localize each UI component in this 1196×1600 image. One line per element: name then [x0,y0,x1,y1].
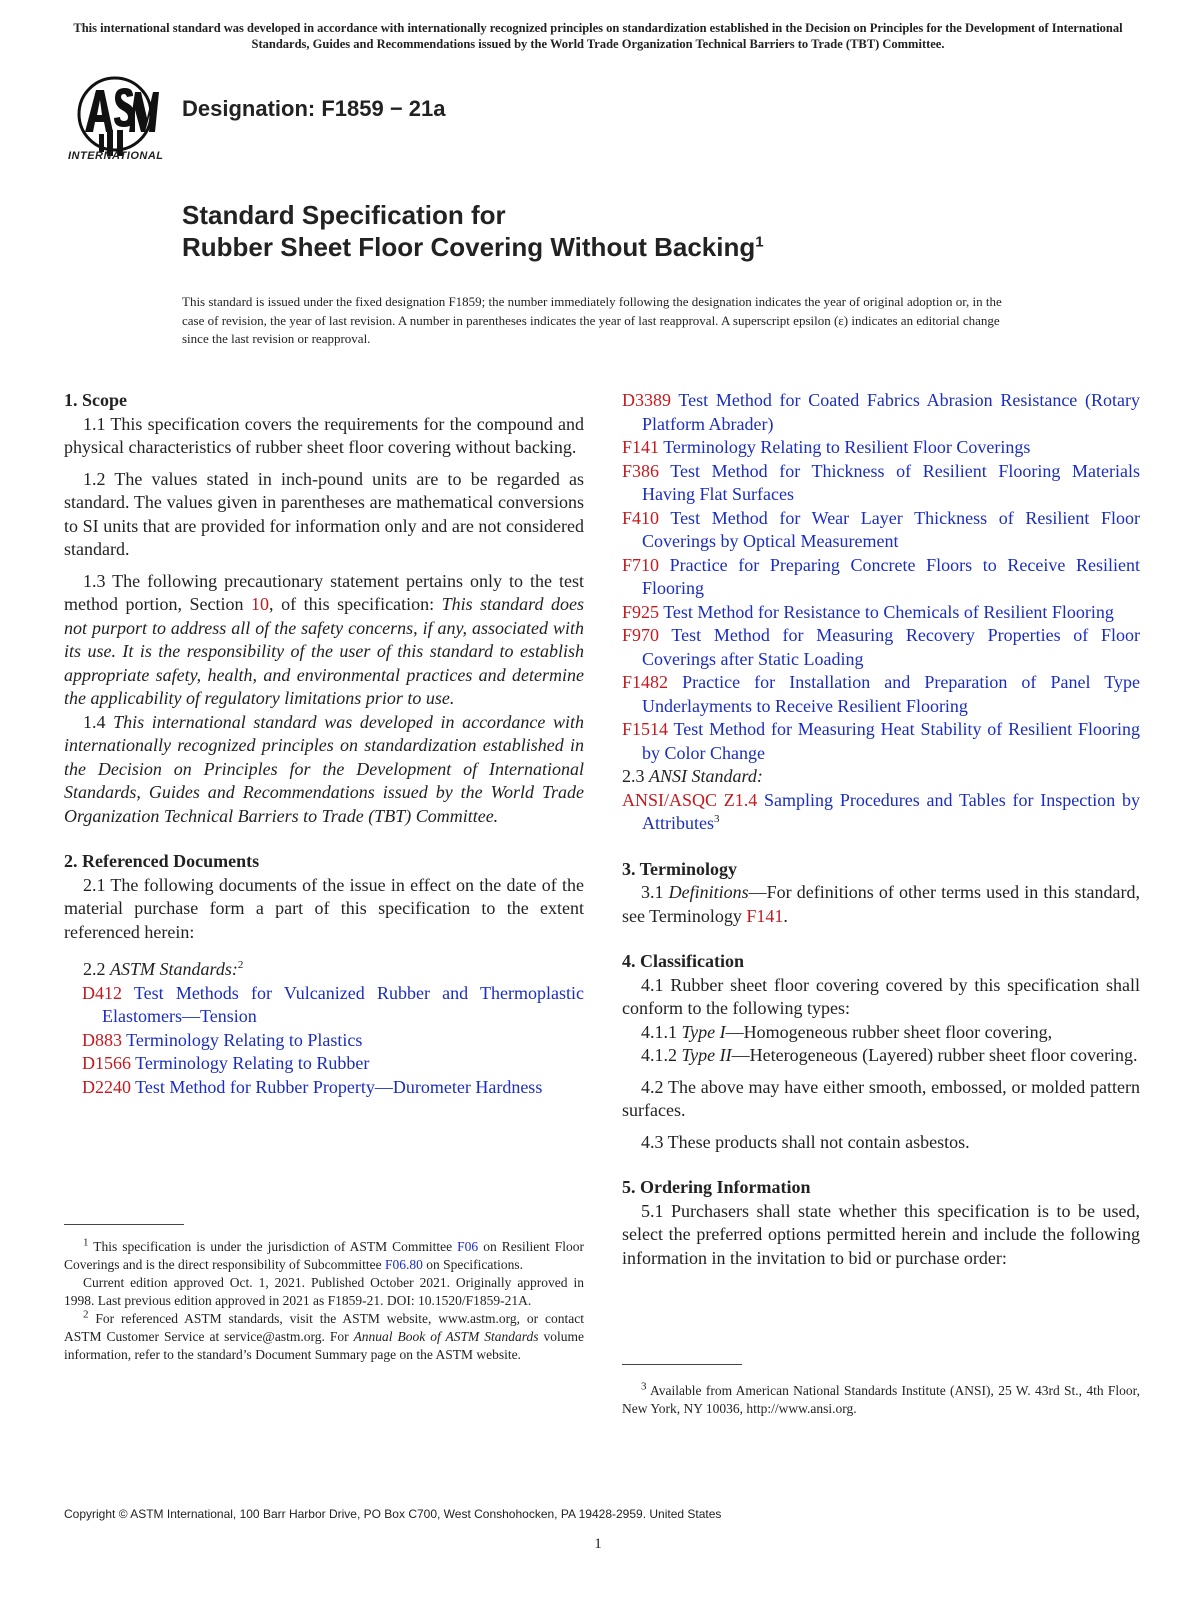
title-line-2 [182,231,764,263]
logo-international-text: INTERNATIONAL [68,150,164,162]
ref-item[interactable] [622,554,1140,601]
para-4-1-2 [622,1044,1140,1068]
footnote-3-text: Available from American National Standards Institute (ANSI), 25 W. 43rd St., 4th Floor, New York, NY 10036, http://www.ansi.org. [622,1383,1140,1416]
ref-title[interactable]: Terminology Relating to Rubber [131,1053,370,1073]
title-line-2-text: Rubber Sheet Floor Covering Without Backing [182,232,756,262]
ansi-ref-code[interactable]: ANSI/ASQC Z1.4 [622,789,758,810]
header-notice: This international standard was developed in accordance with internationally recognized principles on standardization established in the Decision on Principles for the Development of International Standards, Guides and Recommendations issued by the World Trade Organization Technical Barriers to Trade (TBT) Committee. [73,21,1123,51]
subcommittee-f06-80-link[interactable]: F06.80 [384,1257,423,1272]
ref-title[interactable]: Test Methods for Vulcanized Rubber and Thermoplastic Elastomers—Tension [102,982,584,1026]
para-5-1: 5.1 Purchasers shall state whether this specification is to be used, select the preferred options permitted herein and include the following information in the invitation to bid or purchase order: [622,1200,1140,1268]
footnote-1-text-c: on Specifications. [422,1257,523,1272]
ref-title[interactable]: Test Method for Resistance to Chemicals of Resilient Flooring [659,601,1114,622]
title-footnote-mark: 1 [755,233,764,251]
para-4-2: 4.2 The above may have either smooth, embossed, or molded pattern surfaces. [622,1076,1140,1120]
ref-code[interactable]: F410 [622,507,660,528]
para-4-1-2-italic: Type II [681,1045,732,1065]
section-1-heading: 1. Scope [64,390,127,410]
section-4-heading: 4. Classification [622,951,745,971]
para-2-3-italic: ANSI Standard: [649,766,763,786]
para-2-2 [64,958,584,982]
footnote-3-mark-bottom: 3 [641,1380,647,1393]
footnotes-left [64,1238,584,1364]
ref-code[interactable]: D1566 [82,1053,131,1073]
ref-item[interactable] [622,436,1140,460]
para-3-1-text: —For definitions of other terms used in this standard, see Terminology [622,882,1141,926]
para-2-2-italic: ASTM Standards: [110,959,238,979]
title-line-1: Standard Specification for [182,200,506,230]
ref-title[interactable]: Test Method for Wear Layer Thickness of Resilient Floor Coverings by Optical Measurement [642,507,1140,551]
para-1-4-num: 1.4 [83,711,114,732]
ref-item[interactable] [622,601,1140,625]
para-3-1-num: 3.1 [641,882,669,902]
para-2-2-num: 2.2 [83,959,110,979]
footnote-1-mark: 1 [83,1236,89,1249]
ref-item[interactable] [622,624,1140,671]
astm-refs-right [622,389,1140,765]
astm-refs-left [64,982,584,1100]
para-4-1-2-num: 4.1.2 [641,1045,682,1065]
ref-title[interactable]: Test Method for Rubber Property—Durometer Hardness [131,1076,543,1097]
ref-item[interactable] [82,1052,584,1076]
footnote-2-text: For referenced ASTM standards, visit the ASTM website, www.astm.org, or contact ASTM Customer Service at service@astm.org. For [64,1311,584,1344]
footnote-2-mark-bottom: 2 [83,1308,89,1321]
section-2-heading: 2. Referenced Documents [64,851,260,871]
para-4-1-1-italic: Type I [681,1021,726,1042]
designation: Designation: F1859 − 21a [182,96,446,121]
committee-f06-link[interactable]: F06 [457,1239,479,1254]
ref-item[interactable] [622,460,1140,507]
para-1-3-text: 1.3 The following precautionary statement pertains only to the test method portion, Section [64,570,584,614]
ref-item[interactable] [622,507,1140,554]
left-column [64,389,584,1099]
page-number: 1 [594,1536,602,1552]
para-3-1-italic: Definitions [668,882,749,902]
para-1-2: 1.2 The values stated in inch-pound units are to be regarded as standard. The values given in parentheses are mathematical conversions to SI units that are provided for information only and are not considered standard. [64,468,584,559]
footnote-1 [64,1238,584,1274]
ref-title[interactable]: Practice for Installation and Preparation of Panel Type Underlayments to Receive Resilient Flooring [642,672,1140,716]
issue-note: This standard is issued under the fixed designation F1859; the number immediately following the designation indicates the year of original adoption or, in the case of revision, the year of last revision. A number in parentheses indicates the year of last reapproval. A superscript epsilon (ε) indicates an editorial change since the last revision or reapproval. [182,294,1002,346]
section-5-heading: 5. Ordering Information [622,1177,811,1197]
copyright-line: Copyright © ASTM International, 100 Barr Harbor Drive, PO Box C700, West Conshohocken, PA 19428-2959. United States [64,1507,722,1521]
ref-item[interactable] [622,671,1140,718]
footnote-rule-left [64,1224,184,1225]
ref-title[interactable]: Test Method for Measuring Heat Stability of Resilient Flooring by Color Change [642,719,1140,763]
ref-title[interactable]: Terminology Relating to Plastics [122,1029,363,1050]
ref-title[interactable]: Terminology Relating to Resilient Floor Coverings [659,437,1031,457]
para-4-1-1-text: —Homogeneous rubber sheet floor covering, [725,1021,1053,1042]
document-title [182,199,764,263]
para-2-3 [622,765,1140,789]
para-2-1: 2.1 The following documents of the issue in effect on the date of the material purchase form a part of this specification to the extent referenced herein: [64,874,584,942]
ref-title[interactable]: Test Method for Coated Fabrics Abrasion Resistance (Rotary Platform Abrader) [642,390,1140,434]
ref-code[interactable]: F1482 [622,672,669,692]
para-3-1-end: . [783,905,788,926]
ref-code[interactable]: F141 [622,437,660,457]
footnote-1-text: This specification is under the jurisdiction of ASTM Committee [88,1239,458,1254]
para-1-4-italic: This international standard was developed in accordance with internationally recognized principles on standardization established in the Decision on Principles for the Development of International Standards, Guides and Recommendations issued by the World Trade Organization Technical Barriers to Trade (TBT) Committee. [64,711,584,826]
footnote-1-edition: Current edition approved Oct. 1, 2021. Published October 2021. Originally approved in 1998. Last previous edition approved in 2021 as F1859-21. DOI: 10.1520/F1859-21A. [64,1275,584,1308]
footnote-2 [64,1310,584,1364]
footnotes-right [622,1382,1140,1418]
para-2-3-num: 2.3 [622,766,649,786]
footnote-2-mark: 2 [237,959,244,971]
para-4-3: 4.3 These products shall not contain asbestos. [641,1131,970,1152]
ref-code[interactable]: F1514 [622,719,669,739]
footnote-1-text-b: on Resilient Floor Coverings and is the direct responsibility of Subcommittee [64,1239,584,1272]
ref-item[interactable] [622,718,1140,765]
para-1-3-mid: , of this specification: [269,594,442,614]
ref-code[interactable]: F925 [622,601,660,622]
para-1-1: 1.1 This specification covers the requirements for the compound and physical characteristics of rubber sheet floor covering without backing. [64,413,584,457]
ref-item[interactable] [622,389,1140,436]
para-1-4 [64,711,584,829]
para-4-1: 4.1 Rubber sheet floor covering covered by this specification shall conform to the following types: [622,974,1140,1018]
ref-code[interactable]: D2240 [82,1076,131,1097]
ref-code[interactable]: F386 [622,460,660,481]
para-4-1-1-num: 4.1.1 [641,1021,682,1042]
ref-title[interactable]: Test Method for Thickness of Resilient Flooring Materials Having Flat Surfaces [642,460,1140,504]
para-4-1-1 [622,1021,1140,1045]
footnote-2-italic: Annual Book of ASTM Standards [353,1329,539,1344]
para-1-3-italic: This standard does not purport to address all of the safety concerns, if any, associated with its use. It is the responsibility of the user of this standard to establish appropriate safety, health, and environmental practices and determine the applicability of regulatory limitations prior to use. [64,594,584,708]
para-3-1 [622,881,1140,928]
para-4-1-2-text: —Heterogeneous (Layered) rubber sheet floor covering. [731,1045,1138,1065]
f141-link[interactable]: F141 [746,905,784,926]
section-10-link[interactable]: 10 [251,594,270,614]
ref-code[interactable]: D883 [82,1029,122,1050]
ansi-ref-title[interactable]: Sampling Procedures and Tables for Inspection by Attributes [642,789,1140,833]
section-3-heading: 3. Terminology [622,858,738,879]
ref-code[interactable]: D3389 [622,390,671,410]
right-column [622,389,1140,1270]
footnote-3-mark: 3 [714,813,720,825]
footnote-rule-right [622,1364,742,1365]
ref-code[interactable]: F970 [622,625,660,645]
para-1-3 [64,570,584,711]
ref-code[interactable]: F710 [622,554,660,575]
ref-code[interactable]: D412 [82,982,122,1003]
ref-title[interactable]: Practice for Preparing Concrete Floors to Receive Resilient Flooring [642,554,1140,598]
ref-item[interactable] [82,982,584,1029]
footnote-3 [622,1382,1140,1418]
ref-title[interactable]: Test Method for Measuring Recovery Properties of Floor Coverings after Static Loading [642,625,1140,669]
ansi-ref-item[interactable] [622,789,1140,836]
ref-item[interactable] [82,1029,584,1053]
footnote-2-text-b: volume information, refer to the standard’s Document Summary page on the ASTM website. [64,1329,584,1362]
ref-item[interactable] [82,1076,584,1100]
